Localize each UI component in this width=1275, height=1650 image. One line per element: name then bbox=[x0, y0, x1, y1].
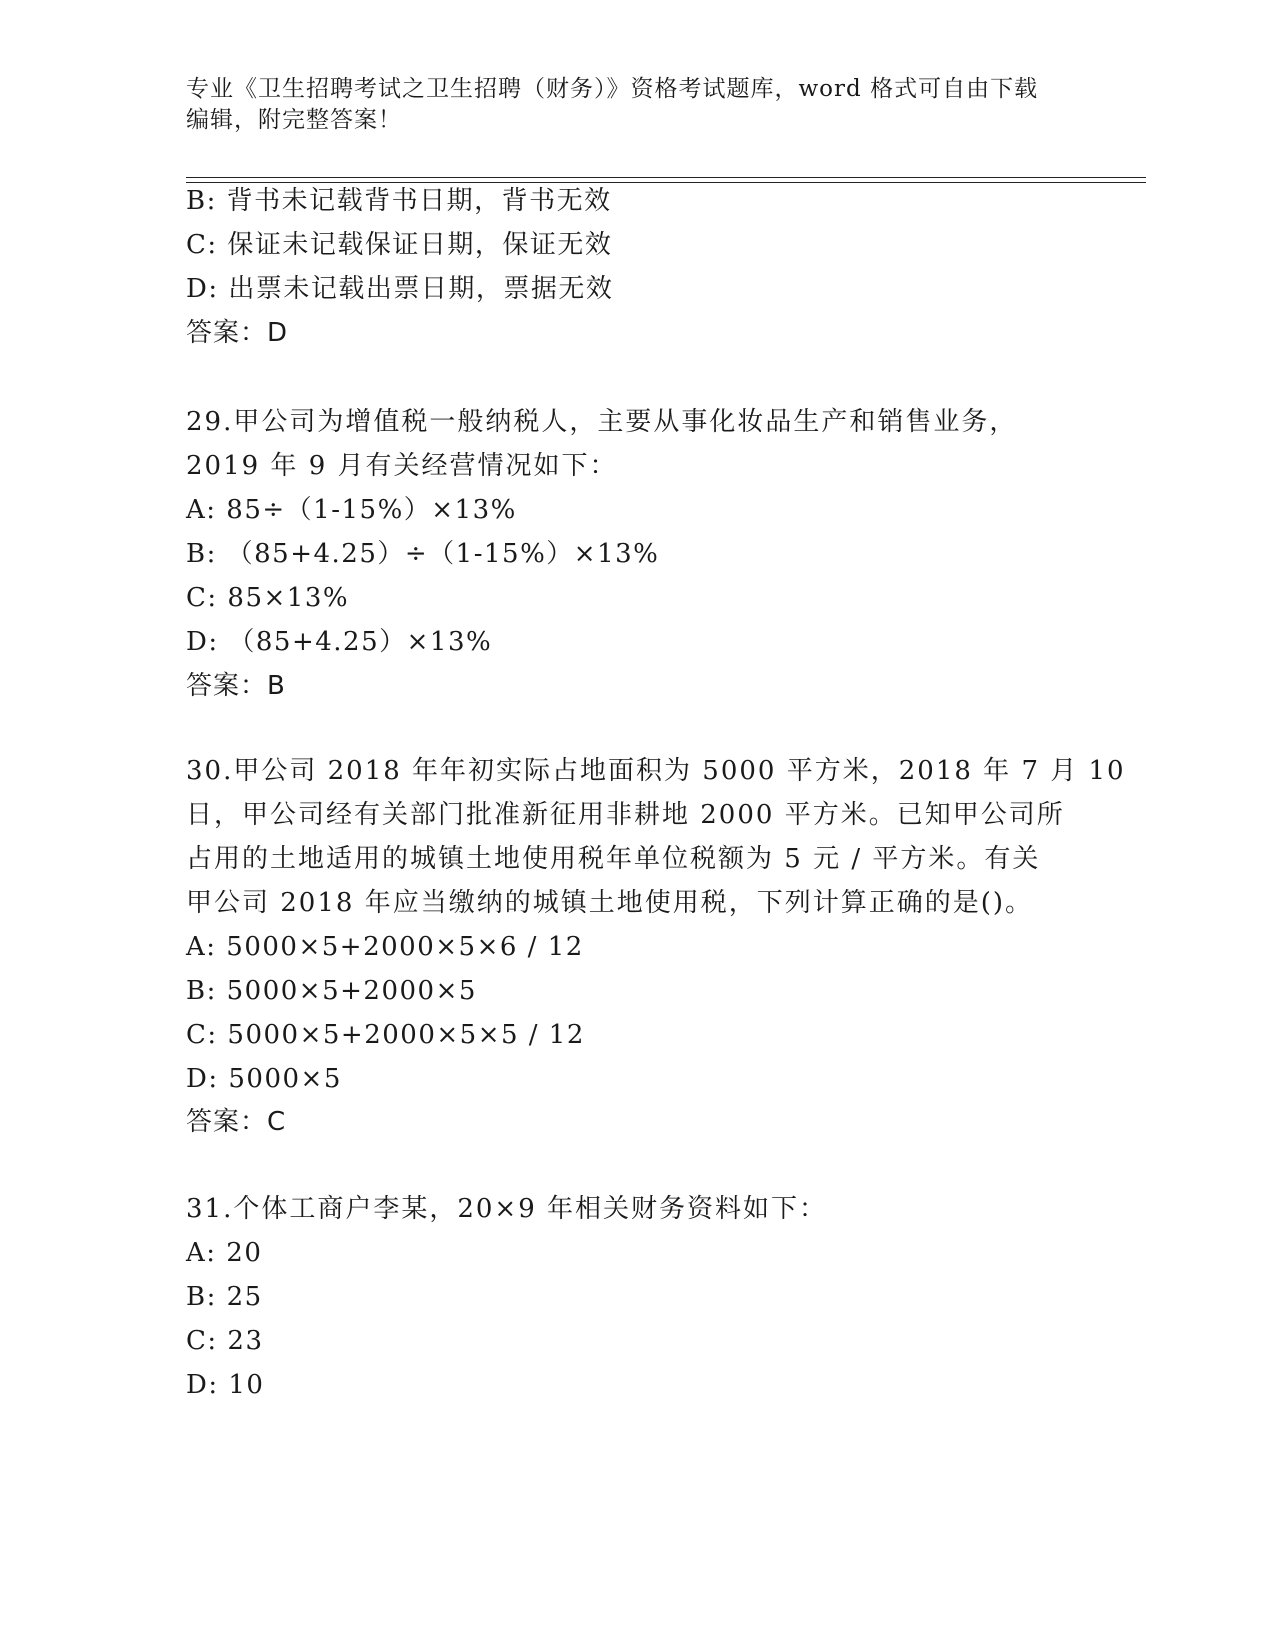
q31-stem-line-1: 31.个体工商户李某，20×9 年相关财务资料如下： bbox=[186, 1194, 828, 1224]
q28-option-b: B: 背书未记载背书日期，背书无效 bbox=[186, 186, 612, 216]
q29-stem-line-1: 29.甲公司为增值税一般纳税人，主要从事化妆品生产和销售业务， bbox=[186, 407, 1018, 437]
q30-stem-line-4: 甲公司 2018 年应当缴纳的城镇土地使用税，下列计算正确的是()。 bbox=[186, 888, 1033, 918]
q31-option-b: B: 25 bbox=[186, 1282, 263, 1312]
document-header bbox=[186, 74, 1066, 136]
q30-stem-line-2: 日，甲公司经有关部门批准新征用非耕地 2000 平方米。已知甲公司所 bbox=[186, 800, 1065, 830]
q29-stem-line-2: 2019 年 9 月有关经营情况如下： bbox=[186, 451, 618, 481]
q29-option-a: A: 85÷（1-15%）×13% bbox=[186, 495, 517, 525]
header-divider-bottom bbox=[186, 182, 1146, 183]
header-divider-top bbox=[186, 177, 1146, 178]
q30-stem-line-3: 占用的土地适用的城镇土地使用税年单位税额为 5 元 / 平方米。有关 bbox=[186, 844, 1041, 874]
header-line-2: 编辑，附完整答案！ bbox=[186, 107, 402, 133]
q31-option-a: A: 20 bbox=[186, 1238, 263, 1268]
q29-answer: 答案：B bbox=[186, 671, 286, 701]
q31-option-d: D: 10 bbox=[186, 1370, 265, 1400]
q29-option-d: D: （85+4.25）×13% bbox=[186, 627, 493, 657]
q30-answer: 答案：C bbox=[186, 1107, 287, 1137]
q29-option-b: B: （85+4.25）÷（1-15%）×13% bbox=[186, 539, 660, 569]
q31-option-c: C: 23 bbox=[186, 1326, 264, 1356]
q29-option-c: C: 85×13% bbox=[186, 583, 350, 613]
q30-option-b: B: 5000×5+2000×5 bbox=[186, 976, 477, 1006]
header-line-1: 专业《卫生招聘考试之卫生招聘（财务）》资格考试题库，word 格式可自由下载 bbox=[186, 76, 1039, 102]
q28-answer: 答案：D bbox=[186, 318, 289, 348]
q30-option-c: C: 5000×5+2000×5×5 / 12 bbox=[186, 1020, 585, 1050]
q28-option-d: D: 出票未记载出票日期，票据无效 bbox=[186, 274, 614, 304]
q30-option-d: D: 5000×5 bbox=[186, 1064, 342, 1094]
q30-stem-line-1: 30.甲公司 2018 年年初实际占地面积为 5000 平方米，2018 年 7 月 10 bbox=[186, 756, 1126, 786]
q28-option-c: C: 保证未记载保证日期，保证无效 bbox=[186, 230, 613, 260]
q30-option-a: A: 5000×5+2000×5×6 / 12 bbox=[186, 932, 584, 962]
